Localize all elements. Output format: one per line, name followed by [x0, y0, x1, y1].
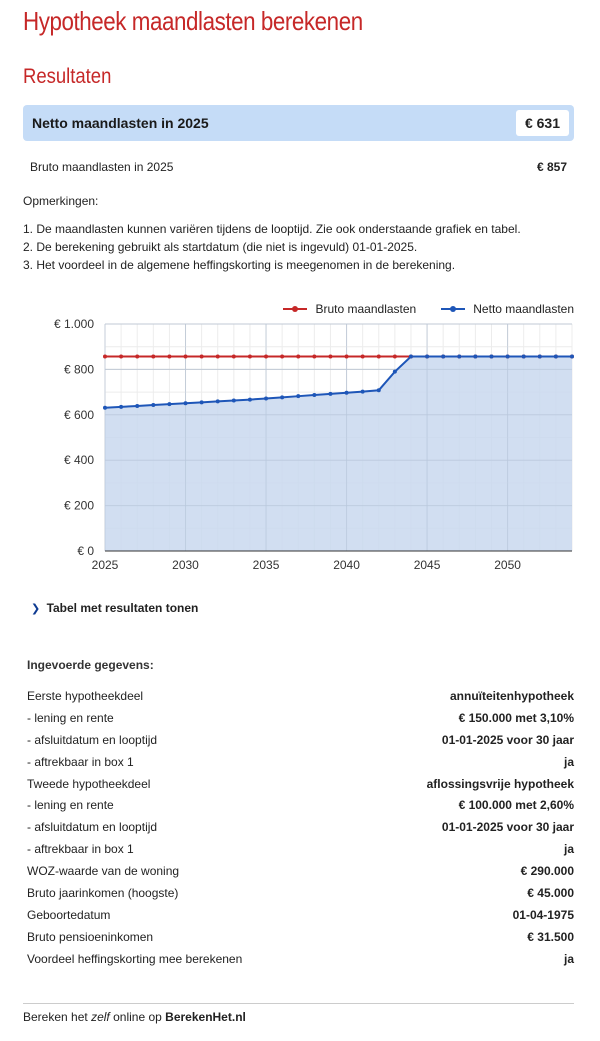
remark-item: 2. De berekening gebruikt als startdatum (die niet is ingevuld) 01-01-2025. — [23, 240, 418, 254]
y-tick-label: € 600 — [63, 407, 94, 422]
bruto-data-point — [312, 354, 316, 358]
netto-data-point — [570, 354, 574, 358]
bruto-summary-row — [30, 160, 567, 174]
x-tick-label: 2045 — [413, 558, 441, 572]
bruto-value: € 857 — [536, 160, 567, 174]
remark-item: 3. Het voordeel in de algemene heffingskorting is meegenomen in de berekening. — [23, 258, 456, 272]
input-row-value: € 31.500 — [527, 929, 574, 944]
netto-data-point — [248, 398, 252, 402]
netto-data-point — [328, 392, 332, 396]
input-row-value: € 45.000 — [527, 886, 574, 901]
x-tick-label: 2030 — [172, 558, 199, 572]
netto-data-point — [200, 400, 204, 404]
chevron-down-icon: ❯ — [31, 603, 41, 615]
bruto-data-point — [216, 354, 220, 358]
y-tick-label: € 1.000 — [53, 317, 94, 331]
input-row-value: 01-01-2025 voor 30 jaar — [441, 732, 574, 747]
y-tick-label: € 200 — [63, 498, 94, 513]
legend-swatch-netto — [441, 308, 465, 310]
bruto-data-point — [328, 354, 332, 358]
footer-prefix: Bereken het — [23, 1010, 88, 1024]
input-row-value: ja — [563, 842, 574, 857]
netto-data-point — [522, 354, 526, 358]
bruto-data-point — [119, 354, 123, 358]
netto-data-point — [489, 354, 493, 358]
netto-data-point — [280, 395, 284, 399]
bruto-data-point — [184, 354, 188, 358]
input-row — [27, 820, 574, 842]
input-row — [27, 930, 574, 952]
netto-data-point — [151, 403, 155, 407]
input-row-label: Bruto jaarinkomen (hoogste) — [27, 886, 179, 901]
netto-value: € 631 — [516, 110, 569, 136]
input-row — [27, 864, 574, 886]
input-row-value: annuïteitenhypotheek — [449, 689, 574, 703]
netto-data-point — [425, 354, 429, 358]
x-tick-label: 2035 — [252, 558, 280, 572]
input-row-label: Eerste hypotheekdeel — [27, 689, 144, 703]
netto-summary-box — [23, 105, 574, 141]
bruto-data-point — [200, 354, 204, 358]
input-row-value: ja — [563, 754, 574, 769]
input-row — [27, 777, 574, 799]
input-row-label: Voordeel heffingskorting mee berekenen — [27, 951, 243, 966]
netto-data-point — [135, 404, 139, 408]
footer-emph: zelf — [91, 1010, 110, 1024]
y-tick-label: € 800 — [63, 362, 94, 377]
netto-data-point — [506, 354, 510, 358]
input-row — [27, 711, 574, 733]
input-row-label: - lening en rente — [27, 710, 114, 725]
legend-swatch-bruto — [283, 308, 307, 310]
bruto-data-point — [345, 354, 349, 358]
footer — [23, 1010, 246, 1024]
bruto-data-point — [167, 354, 171, 358]
footer-divider — [23, 1003, 574, 1004]
input-row-label: - aftrekbaar in box 1 — [27, 842, 134, 857]
netto-data-point — [167, 402, 171, 406]
input-row-value: € 100.000 met 2,60% — [458, 798, 574, 813]
input-row-value: ja — [563, 951, 574, 966]
section-title: Resultaten — [23, 65, 112, 88]
netto-data-point — [473, 354, 477, 358]
input-row-value: aflossingsvrije hypotheek — [426, 776, 574, 791]
input-row — [27, 755, 574, 777]
input-row — [27, 886, 574, 908]
input-row-label: Geboortedatum — [27, 907, 111, 922]
input-row-label: WOZ-waarde van de woning — [27, 864, 180, 879]
netto-label: Netto maandlasten in 2025 — [32, 115, 209, 131]
legend-label-bruto: Bruto maandlasten — [315, 301, 417, 316]
netto-data-point — [216, 399, 220, 403]
x-tick-label: 2050 — [494, 558, 521, 572]
netto-data-point — [264, 396, 268, 400]
netto-data-point — [103, 406, 107, 410]
bruto-label: Bruto maandlasten in 2025 — [30, 160, 174, 174]
bruto-data-point — [361, 354, 365, 358]
bruto-data-point — [232, 354, 236, 358]
remarks-list — [23, 220, 521, 274]
bruto-data-point — [135, 354, 139, 358]
input-row-value: 01-04-1975 — [512, 907, 574, 922]
bruto-data-point — [393, 354, 397, 358]
input-row — [27, 733, 574, 755]
netto-data-point — [441, 354, 445, 358]
input-row-label: Bruto pensioeninkomen — [27, 929, 154, 944]
toggle-label: Tabel met resultaten tonen — [46, 601, 199, 615]
netto-data-point — [393, 370, 397, 374]
netto-data-point — [377, 388, 381, 392]
bruto-data-point — [377, 354, 381, 358]
x-tick-label: 2040 — [333, 558, 360, 572]
x-tick-label: 2025 — [91, 558, 119, 572]
maandlasten-line-chart — [23, 313, 574, 578]
remarks-title: Opmerkingen: — [23, 194, 99, 208]
input-row — [27, 842, 574, 864]
input-row — [27, 908, 574, 930]
legend-label-netto: Netto maandlasten — [473, 301, 574, 316]
bruto-data-point — [280, 354, 284, 358]
input-row-value: 01-01-2025 voor 30 jaar — [441, 820, 574, 835]
netto-data-point — [554, 354, 558, 358]
bruto-data-point — [103, 354, 107, 358]
bruto-data-point — [296, 354, 300, 358]
bruto-data-point — [264, 354, 268, 358]
netto-data-point — [232, 398, 236, 402]
y-tick-label: € 400 — [63, 453, 94, 468]
input-row — [27, 798, 574, 820]
input-row-label: - lening en rente — [27, 798, 114, 813]
input-row — [27, 689, 574, 711]
inputs-title: Ingevoerde gegevens: — [27, 658, 154, 672]
remark-item: 1. De maandlasten kunnen variëren tijdens de looptijd. Zie ook onderstaande grafiek en tabel. — [23, 222, 521, 236]
input-row-label: Tweede hypotheekdeel — [27, 776, 151, 791]
inputs-table — [27, 689, 574, 974]
netto-data-point — [296, 394, 300, 398]
netto-data-point — [457, 354, 461, 358]
y-tick-label: € 0 — [77, 544, 94, 558]
netto-data-point — [119, 405, 123, 409]
show-results-table-toggle[interactable] — [31, 601, 198, 615]
bruto-data-point — [248, 354, 252, 358]
input-row-label: - aftrekbaar in box 1 — [27, 754, 134, 769]
bruto-data-point — [151, 354, 155, 358]
netto-data-point — [345, 391, 349, 395]
input-row — [27, 952, 574, 974]
netto-data-point — [312, 393, 316, 397]
input-row-label: - afsluitdatum en looptijd — [27, 732, 158, 747]
footer-middle: online op — [113, 1010, 162, 1024]
input-row-value: € 150.000 met 3,10% — [458, 710, 574, 725]
netto-data-point — [538, 354, 542, 358]
page-title: Hypotheek maandlasten berekenen — [23, 6, 363, 36]
input-row-value: € 290.000 — [520, 864, 574, 879]
input-row-label: - afsluitdatum en looptijd — [27, 820, 158, 835]
footer-brand-link[interactable]: BerekenHet.nl — [165, 1010, 246, 1024]
netto-data-point — [184, 401, 188, 405]
netto-data-point — [409, 354, 413, 358]
netto-data-point — [361, 390, 365, 394]
